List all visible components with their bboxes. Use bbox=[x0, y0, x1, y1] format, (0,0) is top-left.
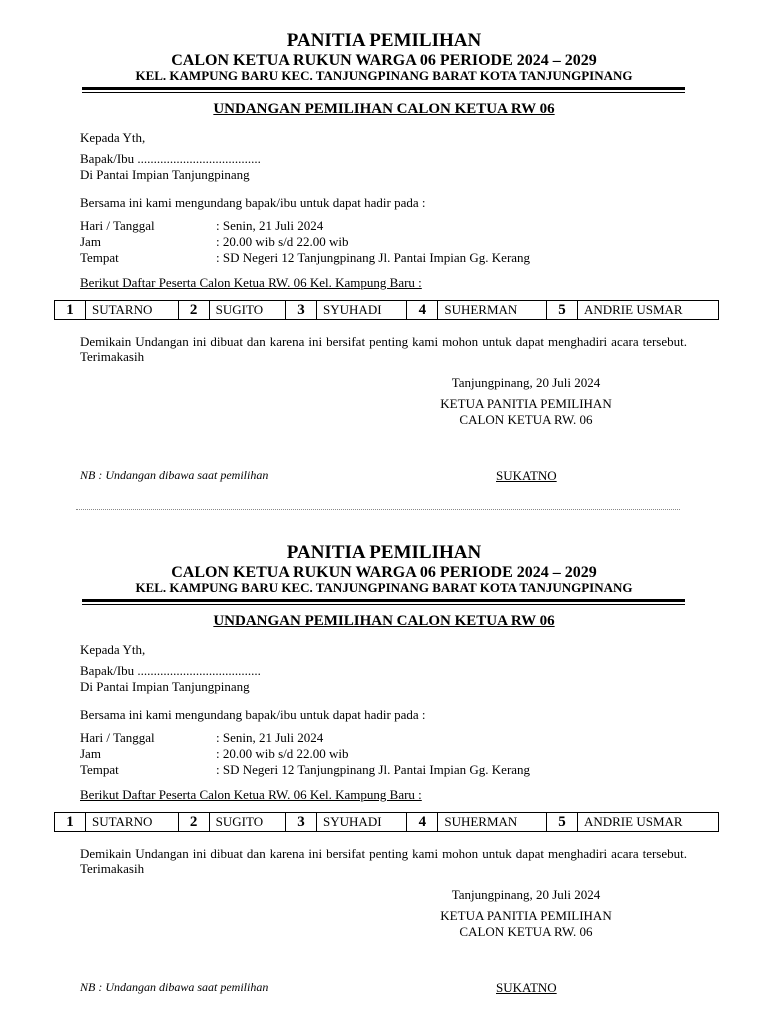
candidate-name: SUGITO bbox=[209, 813, 285, 832]
candidate-number: 1 bbox=[55, 813, 86, 832]
header-rule-thin bbox=[82, 604, 685, 605]
signature-place-date: Tanjungpinang, 20 Juli 2024 bbox=[451, 887, 601, 902]
time-label: Jam bbox=[80, 234, 101, 249]
closing-text: Demikain Undangan ini dibuat dan karena ini bersifat penting kami mohon untuk dapat menghadiri acara tersebut. Terimakasih bbox=[80, 846, 687, 876]
candidate-number: 2 bbox=[178, 301, 209, 320]
closing-text: Demikain Undangan ini dibuat dan karena ini bersifat penting kami mohon untuk dapat menghadiri acara tersebut. Terimakasih bbox=[80, 334, 687, 364]
intro-text: Bersama ini kami mengundang bapak/ibu untuk dapat hadir pada : bbox=[80, 195, 426, 210]
day-label: Hari / Tanggal bbox=[80, 218, 155, 233]
invitation-sheet bbox=[0, 512, 768, 1024]
candidate-name: SUTARNO bbox=[86, 301, 179, 320]
place-value: : SD Negeri 12 Tanjungpinang Jl. Pantai Impian Gg. Kerang bbox=[216, 762, 531, 777]
signature-role-line2: CALON KETUA RW. 06 bbox=[459, 924, 593, 939]
candidate-name: SYUHADI bbox=[317, 813, 407, 832]
signer-name: SUKATNO bbox=[496, 980, 557, 995]
signature-role-line1: KETUA PANITIA PEMILIHAN bbox=[440, 396, 612, 411]
candidate-number: 4 bbox=[407, 301, 438, 320]
candidate-name: SYUHADI bbox=[317, 301, 407, 320]
place-label: Tempat bbox=[80, 250, 119, 265]
header-rule-thick bbox=[82, 87, 685, 90]
committee-title: PANITIA PEMILIHAN bbox=[286, 542, 482, 563]
candidates-title: Berikut Daftar Peserta Calon Ketua RW. 06 Kel. Kampung Baru : bbox=[80, 275, 422, 290]
candidate-name: SUTARNO bbox=[86, 813, 179, 832]
place-value: : SD Negeri 12 Tanjungpinang Jl. Pantai Impian Gg. Kerang bbox=[216, 250, 531, 265]
candidate-number: 5 bbox=[546, 301, 577, 320]
day-label: Hari / Tanggal bbox=[80, 730, 155, 745]
note-text: NB : Undangan dibawa saat pemilihan bbox=[80, 468, 269, 482]
signature-role-line1: KETUA PANITIA PEMILIHAN bbox=[440, 908, 612, 923]
candidates-table bbox=[54, 300, 719, 320]
candidate-name: ANDRIE USMAR bbox=[577, 813, 718, 832]
time-value: : 20.00 wib s/d 22.00 wib bbox=[216, 746, 349, 761]
day-value: : Senin, 21 Juli 2024 bbox=[216, 730, 324, 745]
candidates-title: Berikut Daftar Peserta Calon Ketua RW. 06 Kel. Kampung Baru : bbox=[80, 787, 422, 802]
signer-name: SUKATNO bbox=[496, 468, 557, 483]
candidate-number: 3 bbox=[286, 813, 317, 832]
invitation-heading: UNDANGAN PEMILIHAN CALON KETUA RW 06 bbox=[213, 101, 555, 117]
recipient-address: Di Pantai Impian Tanjungpinang bbox=[80, 167, 250, 182]
candidate-name: ANDRIE USMAR bbox=[577, 301, 718, 320]
committee-subtitle: CALON KETUA RUKUN WARGA 06 PERIODE 2024 – 2029 bbox=[171, 564, 597, 581]
candidates-row bbox=[55, 301, 719, 320]
place-label: Tempat bbox=[80, 762, 119, 777]
candidate-number: 4 bbox=[407, 813, 438, 832]
candidate-name: SUHERMAN bbox=[438, 813, 547, 832]
recipient-address: Di Pantai Impian Tanjungpinang bbox=[80, 679, 250, 694]
recipient-name-line: Bapak/Ibu ...................................... bbox=[80, 151, 261, 166]
header-rule-thin bbox=[82, 92, 685, 93]
time-value: : 20.00 wib s/d 22.00 wib bbox=[216, 234, 349, 249]
committee-title: PANITIA PEMILIHAN bbox=[286, 30, 482, 51]
candidate-number: 5 bbox=[546, 813, 577, 832]
greeting: Kepada Yth, bbox=[80, 642, 146, 657]
candidate-number: 1 bbox=[55, 301, 86, 320]
cut-line bbox=[76, 509, 680, 510]
time-label: Jam bbox=[80, 746, 101, 761]
candidate-name: SUGITO bbox=[209, 301, 285, 320]
signature-role-line2: CALON KETUA RW. 06 bbox=[459, 412, 593, 427]
candidate-number: 2 bbox=[178, 813, 209, 832]
committee-location: KEL. KAMPUNG BARU KEC. TANJUNGPINANG BARAT KOTA TANJUNGPINANG bbox=[135, 68, 633, 83]
header-rule-thick bbox=[82, 599, 685, 602]
committee-subtitle: CALON KETUA RUKUN WARGA 06 PERIODE 2024 – 2029 bbox=[171, 52, 597, 69]
note-text: NB : Undangan dibawa saat pemilihan bbox=[80, 980, 269, 994]
recipient-name-line: Bapak/Ibu ...................................... bbox=[80, 663, 261, 678]
committee-location: KEL. KAMPUNG BARU KEC. TANJUNGPINANG BARAT KOTA TANJUNGPINANG bbox=[135, 580, 633, 595]
intro-text: Bersama ini kami mengundang bapak/ibu untuk dapat hadir pada : bbox=[80, 707, 426, 722]
day-value: : Senin, 21 Juli 2024 bbox=[216, 218, 324, 233]
signature-place-date: Tanjungpinang, 20 Juli 2024 bbox=[451, 375, 601, 390]
candidate-name: SUHERMAN bbox=[438, 301, 547, 320]
candidates-table bbox=[54, 812, 719, 832]
candidate-number: 3 bbox=[286, 301, 317, 320]
greeting: Kepada Yth, bbox=[80, 130, 146, 145]
invitation-heading: UNDANGAN PEMILIHAN CALON KETUA RW 06 bbox=[213, 613, 555, 629]
candidates-row bbox=[55, 813, 719, 832]
